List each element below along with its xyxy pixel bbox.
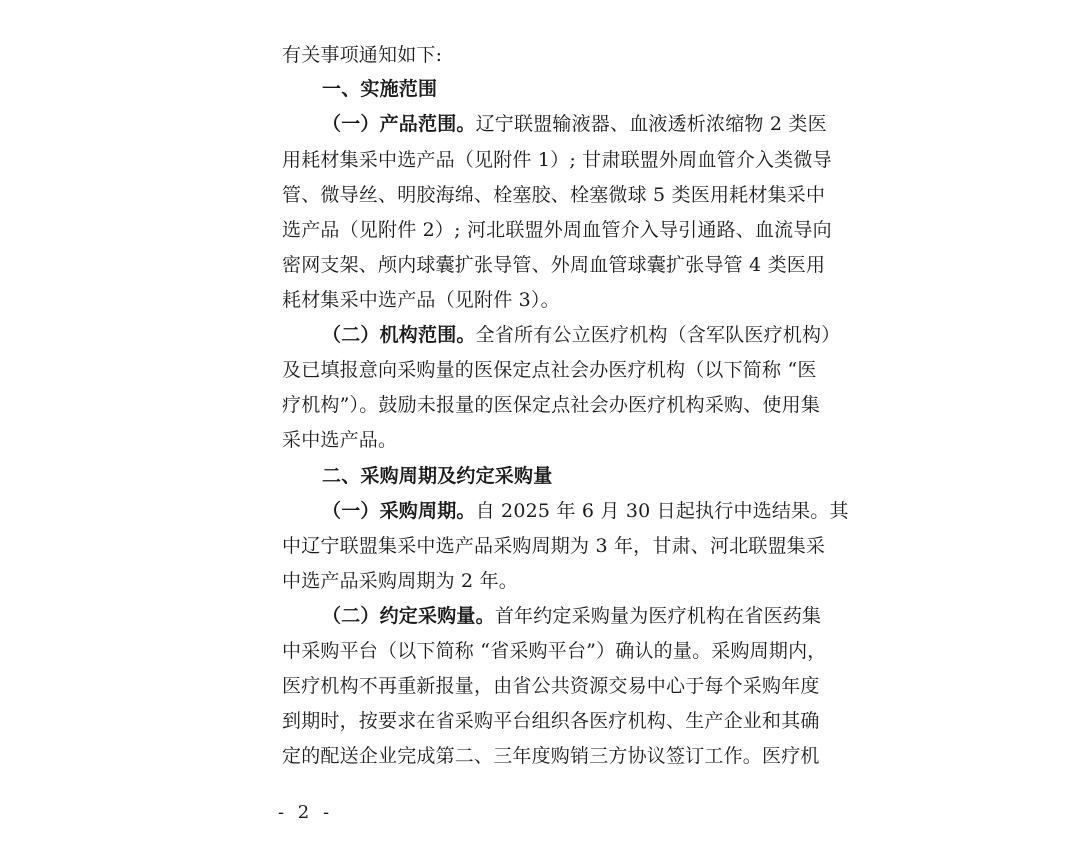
line-text: 全省所有公立医疗机构（含军队医疗机构） bbox=[475, 324, 841, 346]
subheading-text: （一）产品范围。 bbox=[322, 113, 476, 135]
line-text: 自 2025 年 6 月 30 日起执行中选结果。其 bbox=[475, 500, 849, 522]
page-number: - 2 - bbox=[278, 802, 334, 823]
body-line bbox=[282, 37, 797, 73]
body-line bbox=[282, 422, 797, 458]
section-heading bbox=[322, 458, 797, 494]
body-line bbox=[282, 212, 832, 248]
line-text: 及已填报意向采购量的医保定点社会办医疗机构（以下简称 “医 bbox=[282, 359, 817, 381]
line-text: 到期时，按要求在省采购平台组织各医疗机构、生产企业和其确 bbox=[282, 710, 820, 732]
line-text: 耗材集采中选产品（见附件 3）。 bbox=[282, 289, 560, 311]
body-line bbox=[282, 177, 826, 213]
line-text: 中采购平台（以下简称 “省采购平台”）确认的量。采购周期内， bbox=[282, 640, 827, 662]
line-text: 首年约定采购量为医疗机构在省医药集 bbox=[494, 605, 822, 627]
body-line bbox=[282, 387, 821, 423]
line-text: 医疗机构不再重新报量，由省公共资源交易中心于每个采购年度 bbox=[282, 675, 820, 697]
line-text: 中辽宁联盟集采中选产品采购周期为 3 年，甘肃、河北联盟集采 bbox=[282, 535, 826, 557]
paragraph-lead-line bbox=[322, 317, 841, 353]
body-line bbox=[282, 738, 820, 774]
body-line bbox=[282, 633, 827, 669]
body-line bbox=[282, 668, 820, 704]
paragraph-lead-line bbox=[322, 598, 822, 634]
heading-text: 一、实施范围 bbox=[322, 78, 438, 100]
body-line bbox=[282, 528, 826, 564]
line-text: 选产品（见附件 2）; 河北联盟外周血管介入导引通路、血流导向 bbox=[282, 219, 832, 241]
line-text: 采中选产品。 bbox=[282, 429, 398, 451]
body-line bbox=[282, 563, 797, 599]
body-line bbox=[282, 247, 826, 283]
subheading-text: （二）约定采购量。 bbox=[322, 605, 495, 627]
paragraph-lead-line bbox=[322, 106, 827, 142]
line-text: 有关事项通知如下: bbox=[282, 44, 443, 66]
line-text: 用耗材集采中选产品（见附件 1）; 甘肃联盟外周血管介入类微导 bbox=[282, 149, 832, 171]
body-line bbox=[282, 703, 820, 739]
section-heading bbox=[322, 71, 797, 107]
subheading-text: （二）机构范围。 bbox=[322, 324, 476, 346]
line-text: 中选产品采购周期为 2 年。 bbox=[282, 570, 518, 592]
paragraph-lead-line bbox=[322, 493, 849, 529]
heading-text: 二、采购周期及约定采购量 bbox=[322, 465, 553, 487]
body-line bbox=[282, 282, 797, 318]
subheading-text: （一）采购周期。 bbox=[322, 500, 476, 522]
line-text: 辽宁联盟输液器、血液透析浓缩物 2 类医 bbox=[475, 113, 827, 135]
line-text: 管、微导丝、明胶海绵、栓塞胶、栓塞微球 5 类医用耗材集采中 bbox=[282, 184, 826, 206]
line-text: 疗机构”）。鼓励未报量的医保定点社会办医疗机构采购、使用集 bbox=[282, 394, 821, 416]
line-text: 密网支架、颅内球囊扩张导管、外周血管球囊扩张导管 4 类医用 bbox=[282, 254, 826, 276]
line-text: 定的配送企业完成第二、三年度购销三方协议签订工作。医疗机 bbox=[282, 745, 820, 767]
body-line bbox=[282, 142, 832, 178]
body-line bbox=[282, 352, 817, 388]
